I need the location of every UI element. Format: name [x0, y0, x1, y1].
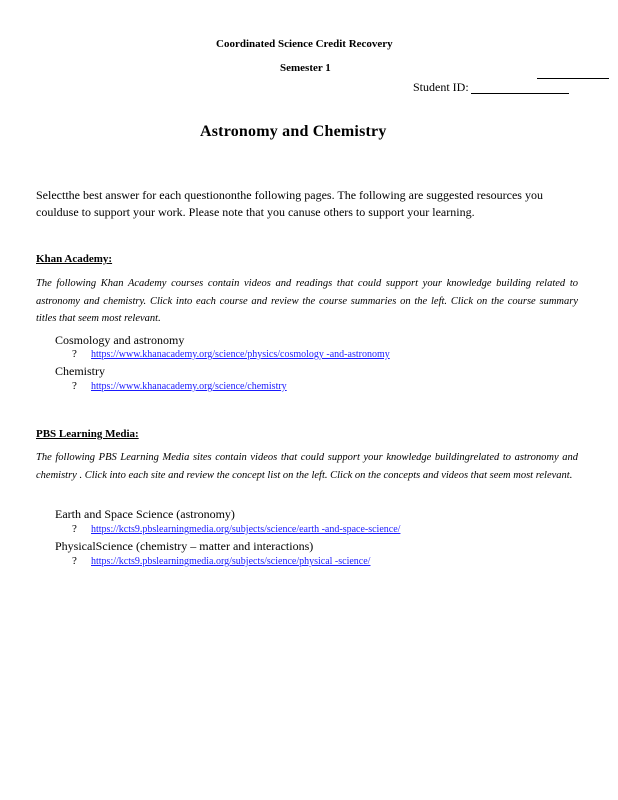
intro-paragraph: Selectthe best answer for each questiononthe following pages. The following are suggested resources you coulduse to support your work. Please note that you canuse others to support your learning.	[36, 188, 543, 219]
list-item-label: Earth and Space Science (astronomy)	[55, 507, 235, 521]
resource-link[interactable]: https://kcts9.pbslearningmedia.org/subjects/science/earth -and-space-science/	[91, 524, 401, 535]
resource-link[interactable]: https://kcts9.pbslearningmedia.org/subjects/science/physical -science/	[91, 556, 371, 567]
list-marker: ?	[72, 380, 77, 392]
section-description-khan: The following Khan Academy courses contain videos and readings that could support your knowledge building related to astronomy and chemistry. Click into each course and review the course summaries on the left. Click on the course summary titles that seem most relevant.	[36, 278, 578, 324]
list-item-label: Chemistry	[55, 364, 105, 378]
list-item-label: Cosmology and astronomy	[55, 333, 185, 347]
course-title: Coordinated Science Credit Recovery	[216, 38, 393, 50]
list-marker: ?	[72, 348, 77, 360]
list-marker: ?	[72, 555, 77, 567]
section-heading-khan: Khan Academy:	[36, 253, 113, 265]
student-id-field[interactable]	[471, 93, 569, 94]
semester-label: Semester 1	[280, 62, 331, 74]
section-heading-pbs: PBS Learning Media:	[36, 428, 139, 440]
resource-link[interactable]: https://www.khanacademy.org/science/physics/cosmology -and-astronomy	[91, 349, 390, 360]
list-marker: ?	[72, 523, 77, 535]
student-id-label: Student ID:	[413, 80, 469, 94]
resource-link[interactable]: https://www.khanacademy.org/science/chemistry	[91, 381, 287, 392]
page-title: Astronomy and Chemistry	[200, 123, 387, 140]
blank-line	[537, 78, 609, 79]
section-description-pbs: The following PBS Learning Media sites contain videos that could support your knowledge buildingrelated to astronomy and chemistry . Click into each site and review the concept list on the left. Click on the concepts and videos that seem most relevant.	[36, 452, 578, 481]
list-item-label: PhysicalScience (chemistry – matter and interactions)	[55, 539, 314, 553]
